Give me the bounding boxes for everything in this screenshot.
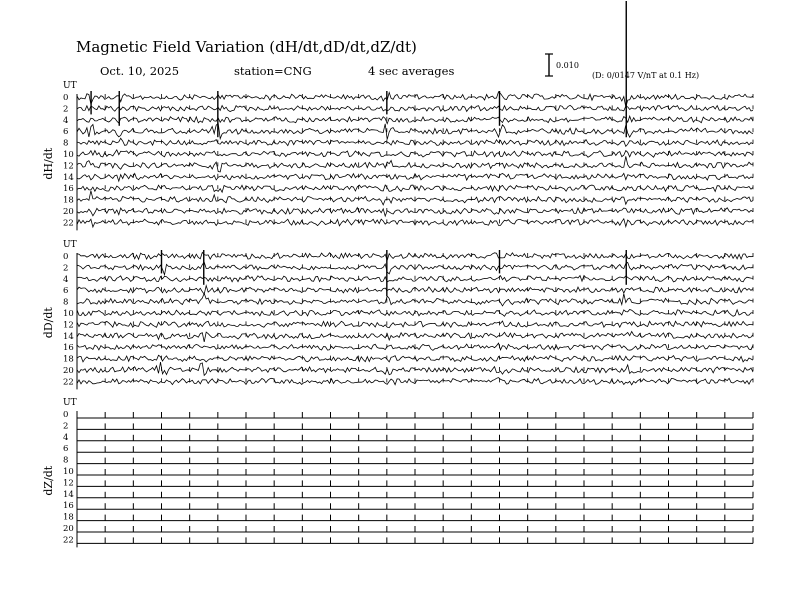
row-hour-label: 2: [63, 104, 69, 115]
row-hour-label: 16: [63, 501, 74, 512]
row-hour-label: 8: [63, 455, 69, 466]
row-hour-label: 14: [63, 489, 74, 500]
row-hour-label: 18: [63, 512, 74, 523]
row-hour-label: 12: [63, 320, 74, 331]
time-axis-label: UT: [63, 81, 77, 91]
trace-line: [77, 262, 753, 275]
row-hour-label: 4: [63, 115, 69, 126]
row-hour-label: 10: [63, 467, 74, 477]
row-hour-label: 22: [63, 218, 74, 229]
panel-ylabel: dH/dt: [42, 147, 55, 180]
row-hour-label: 10: [63, 309, 74, 319]
row-hour-label: 22: [63, 535, 74, 546]
row-hour-label: 8: [63, 138, 69, 149]
panel-ylabel: dZ/dt: [42, 465, 55, 496]
row-hour-label: 20: [63, 524, 74, 534]
row-hour-label: 0: [63, 93, 69, 103]
row-hour-label: 16: [63, 184, 74, 195]
station-label: station=CNG: [234, 64, 312, 78]
row-hour-label: 12: [63, 478, 74, 489]
chart-title: Magnetic Field Variation (dH/dt,dD/dt,dZ/dt): [76, 38, 417, 56]
row-hour-label: 16: [63, 343, 74, 354]
date-label: Oct. 10, 2025: [100, 64, 180, 78]
panel-ylabel: dD/dt: [42, 307, 55, 339]
scale-bar-value: 0.010: [556, 61, 579, 70]
time-axis-label: UT: [63, 398, 77, 408]
row-hour-label: 6: [63, 286, 69, 297]
row-hour-label: 0: [63, 252, 69, 262]
row-hour-label: 20: [63, 366, 74, 376]
row-hour-label: 12: [63, 161, 74, 172]
row-hour-label: 14: [63, 331, 74, 342]
time-axis-label: UT: [63, 240, 77, 250]
row-hour-label: 8: [63, 297, 69, 308]
row-hour-label: 10: [63, 150, 74, 160]
row-hour-label: 20: [63, 207, 74, 217]
scale-note: (D: 0/0147 V/nT at 0.1 Hz): [592, 71, 700, 80]
row-hour-label: 4: [63, 274, 69, 285]
row-hour-label: 14: [63, 172, 74, 183]
row-hour-label: 2: [63, 421, 69, 432]
row-hour-label: 18: [63, 354, 74, 365]
row-hour-label: 22: [63, 377, 74, 388]
row-hour-label: 18: [63, 195, 74, 206]
row-hour-label: 0: [63, 410, 69, 420]
row-hour-label: 2: [63, 263, 69, 274]
row-hour-label: 6: [63, 444, 69, 455]
row-hour-label: 4: [63, 432, 69, 443]
averaging-label: 4 sec averages: [368, 64, 455, 78]
row-hour-label: 6: [63, 127, 69, 138]
